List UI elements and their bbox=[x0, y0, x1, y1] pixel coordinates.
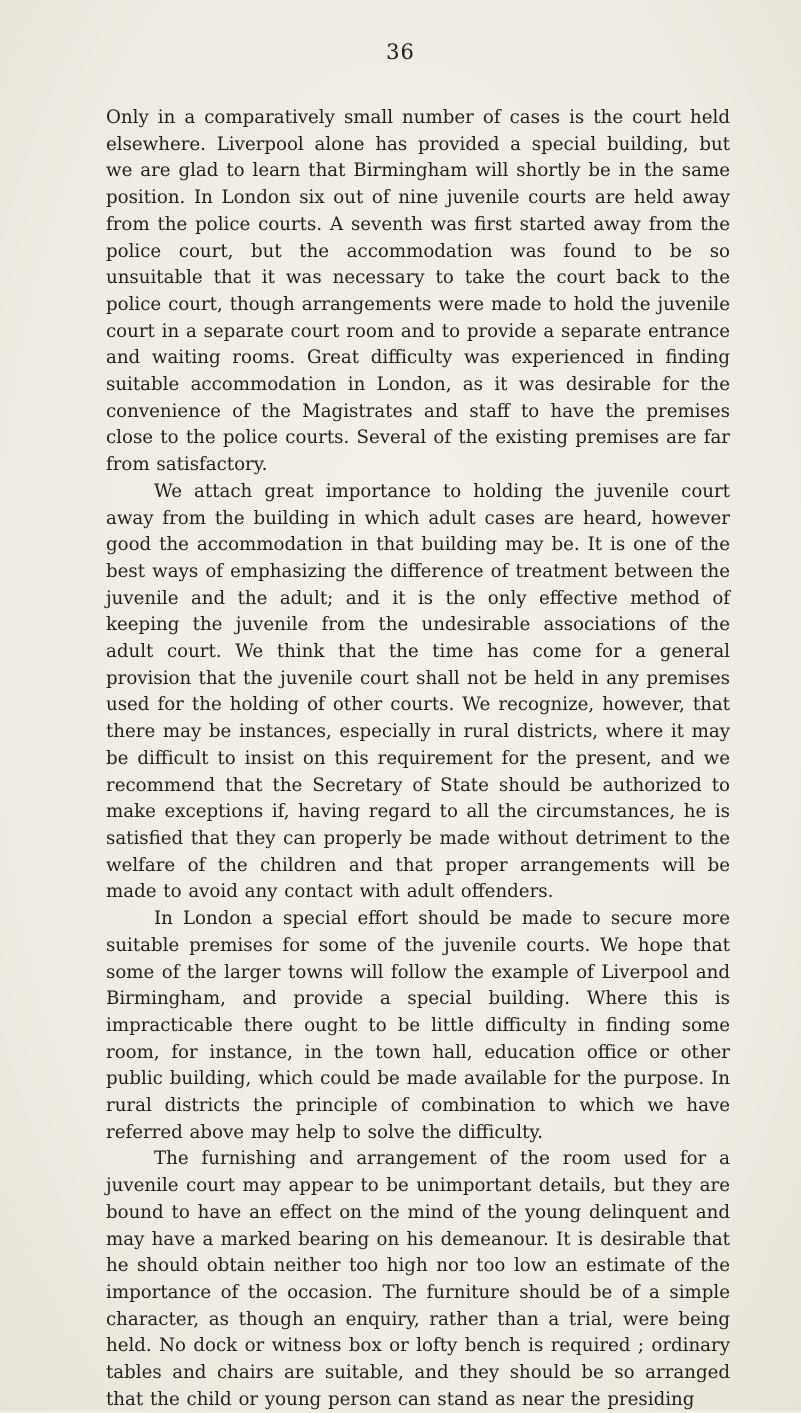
body-text bbox=[106, 105, 730, 1413]
paragraph: We attach great importance to holding the juvenile court away from the building in which adult cases are heard, however good the accommodation in that building may be. It is one of the best ways of emphasizing the difference of treatment between the juvenile and the adult; and it is the only effective method of keeping the juvenile from the undesirable associations of the adult court. We think that the time has come for a general provision that the juvenile court shall not be held in any premises used for the holding of other courts. We recognize, however, that there may be instances, especially in rural districts, where it may be difficult to insist on this requirement for the present, and we recommend that the Secretary of State should be authorized to make exceptions if, having regard to all the circumstances, he is satisfied that they can properly be made without detriment to the welfare of the children and that proper arrangements will be made to avoid any contact with adult offenders. bbox=[106, 480, 730, 903]
page-number: 36 bbox=[386, 40, 415, 64]
paragraph: The furnishing and arrangement of the room used for a juvenile court may appear to be unimportant details, but they are bound to have an effect on the mind of the young delinquent and may have a marked bearing on his demeanour. It is desirable that he should obtain neither too high nor too low an estimate of the importance of the occasion. The furniture should be of a simple character, as though an enquiry, rather than a trial, were being held. No dock or witness box or lofty bench is required ; ordinary tables and chairs are suitable, and they should be so arranged that the child or young person can stand as near the presiding bbox=[106, 1148, 730, 1410]
paragraph: Only in a comparatively small number of cases is the court held elsewhere. Liverpool alone has provided a special building, but we are glad to learn that Birmingham will shortly be in the same position. In London six out of nine juvenile courts are held away from the police courts. A seventh was first started away from the police court, but the accommodation was found to be so unsuitable that it was necessary to take the court back to the police court, though arrangements were made to hold the juvenile court in a separate court room and to provide a separate entrance and waiting rooms. Great difficulty was experienced in finding suitable accommodation in London, as it was desirable for the convenience of the Magistrates and staff to have the premises close to the police courts. Several of the existing premises are far from satisfactory. bbox=[106, 107, 730, 476]
paragraph: In London a special effort should be made to secure more suitable premises for some of the juvenile courts. We hope that some of the larger towns will follow the example of Liverpool and Birmingham, and provide a special building. Where this is impracticable there ought to be little difficulty in finding some room, for instance, in the town hall, education office or other public building, which could be made available for the purpose. In rural districts the principle of combination to which we have referred above may help to solve the difficulty. bbox=[106, 908, 730, 1143]
